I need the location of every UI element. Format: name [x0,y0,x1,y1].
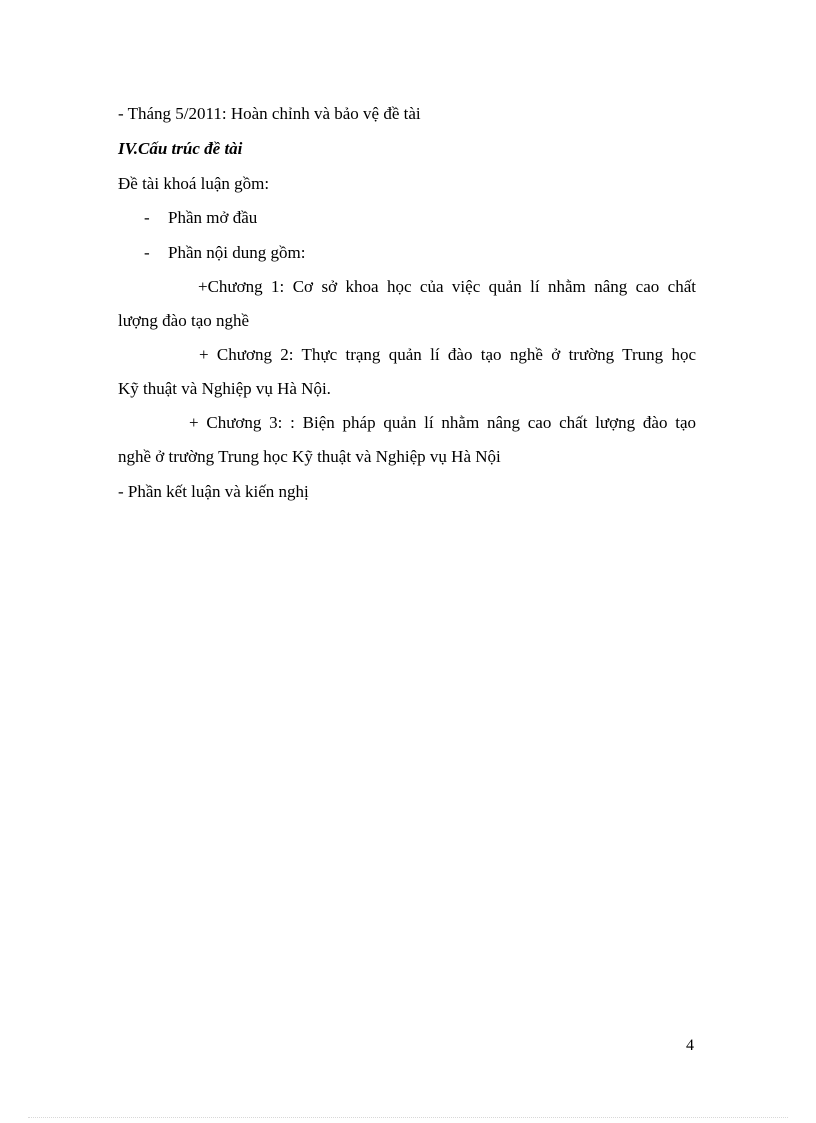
section-heading: IV.Cấu trúc đề tài [118,139,243,158]
bullet-marker: - [144,208,150,227]
bullet-text: Phần nội dung gồm: [168,243,306,262]
chapter-first-line: + Chương 3: : Biện pháp quản lí nhằm nâng cao chất lượng đào tạo [189,413,696,432]
schedule-line: - Tháng 5/2011: Hoàn chỉnh và bảo vệ đề tài [118,104,421,123]
bullet-marker: - [144,243,150,262]
chapter-first-line: + Chương 2: Thực trạng quản lí đào tạo nghề ở trường Trung học [199,345,696,364]
chapter-second-line: Kỹ thuật và Nghiệp vụ Hà Nội. [118,379,331,398]
chapter-second-line: lượng đào tạo nghề [118,311,250,330]
conclusion-line: - Phần kết luận và kiến nghị [118,482,309,501]
chapter-second-line: nghề ở trường Trung học Kỹ thuật và Nghiệp vụ Hà Nội [118,447,501,466]
bullet-text: Phần mở đầu [168,208,258,227]
chapter-first-line: +Chương 1: Cơ sở khoa học của việc quản lí nhằm nâng cao chất [198,277,696,296]
intro-line: Đề tài khoá luận gồm: [118,174,270,193]
page-bottom-divider [28,1117,788,1118]
page-number: 4 [686,1037,694,1054]
